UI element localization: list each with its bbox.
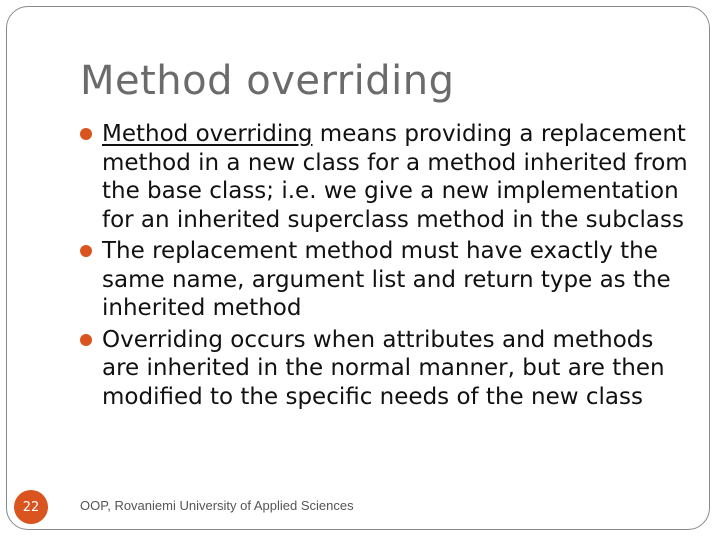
slide-title: Method overriding bbox=[80, 58, 455, 104]
page-number-badge: 22 bbox=[14, 490, 48, 524]
bullet-item bbox=[78, 120, 688, 234]
bullet-dot-icon bbox=[80, 245, 92, 257]
bullet-dot-icon bbox=[80, 128, 92, 140]
bullet-item bbox=[78, 237, 688, 323]
bullet-list bbox=[78, 120, 688, 414]
bullet-text: Overriding occurs when attributes and methods are inherited in the normal manner, but are then modified to the specific needs of the new class bbox=[102, 326, 665, 410]
bullet-text: The replacement method must have exactly the same name, argument list and return type as the inherited method bbox=[102, 238, 671, 321]
bullet-term: Method overriding bbox=[102, 121, 313, 147]
bullet-text: means providing a replacement method in a new class for a method inherited from the base class; i.e. we give a new implementation for an inherited superclass method in the subclass bbox=[102, 121, 688, 233]
bullet-dot-icon bbox=[80, 334, 92, 346]
slide-footer: OOP, Rovaniemi University of Applied Sciences bbox=[80, 498, 354, 513]
bullet-item bbox=[78, 326, 688, 412]
